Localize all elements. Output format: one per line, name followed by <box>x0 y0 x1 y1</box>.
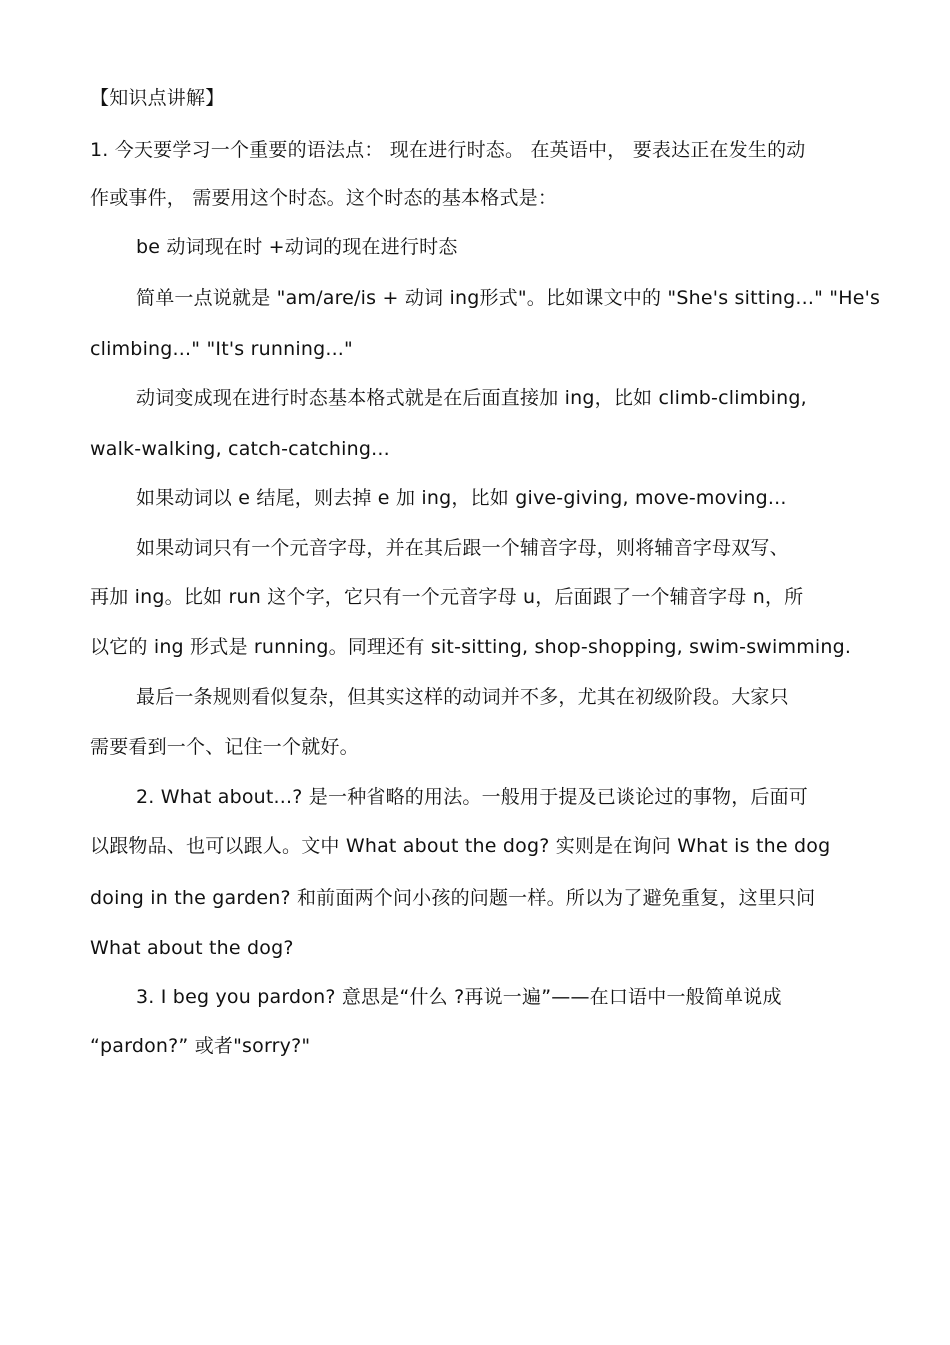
paragraph-line-14: 2. What about...? 是一种省略的用法。一般用于提及已谈论过的事物，后面可 <box>136 786 808 808</box>
section-heading: 【知识点讲解】 <box>90 87 225 109</box>
paragraph-line-3: be 动词现在时 +动词的现在进行时态 <box>136 236 458 258</box>
paragraph-line-10: 再加 ing。比如 run 这个字，它只有一个元音字母 u，后面跟了一个辅音字母 n，所 <box>90 586 804 608</box>
paragraph-line-15: 以跟物品、也可以跟人。文中 What about the dog? 实则是在询问 What is the dog <box>90 835 831 857</box>
paragraph-line-19: “pardon?” 或者"sorry?" <box>90 1035 311 1057</box>
paragraph-line-13: 需要看到一个、记住一个就好。 <box>90 736 359 758</box>
paragraph-line-1: 1. 今天要学习一个重要的语法点： 现在进行时态。 在英语中， 要表达正在发生的动 <box>90 139 806 161</box>
paragraph-line-4: 简单一点说就是 "am/are/is + 动词 ing形式"。比如课文中的 "She's sitting..." "He's <box>136 287 881 309</box>
paragraph-line-16: doing in the garden? 和前面两个问小孩的问题一样。所以为了避免重复，这里只问 <box>90 887 816 909</box>
paragraph-line-18: 3. I beg you pardon? 意思是“什么 ?再说一遍”——在口语中一般简单说成 <box>136 986 782 1008</box>
paragraph-line-5: climbing..." "It's running..." <box>90 338 353 360</box>
paragraph-line-8: 如果动词以 e 结尾，则去掉 e 加 ing，比如 give-giving, move-moving... <box>136 487 787 509</box>
paragraph-line-9: 如果动词只有一个元音字母，并在其后跟一个辅音字母，则将辅音字母双写、 <box>136 537 789 559</box>
paragraph-line-2: 作或事件， 需要用这个时态。这个时态的基本格式是： <box>90 187 558 209</box>
paragraph-line-12: 最后一条规则看似复杂，但其实这样的动词并不多，尤其在初级阶段。大家只 <box>136 686 789 708</box>
paragraph-line-17: What about the dog? <box>90 937 294 959</box>
paragraph-line-7: walk-walking, catch-catching... <box>90 438 390 460</box>
paragraph-line-6: 动词变成现在进行时态基本格式就是在后面直接加 ing，比如 climb-climbing, <box>136 387 807 409</box>
paragraph-line-11: 以它的 ing 形式是 running。同理还有 sit-sitting, shop-shopping, swim-swimming. <box>90 636 852 658</box>
